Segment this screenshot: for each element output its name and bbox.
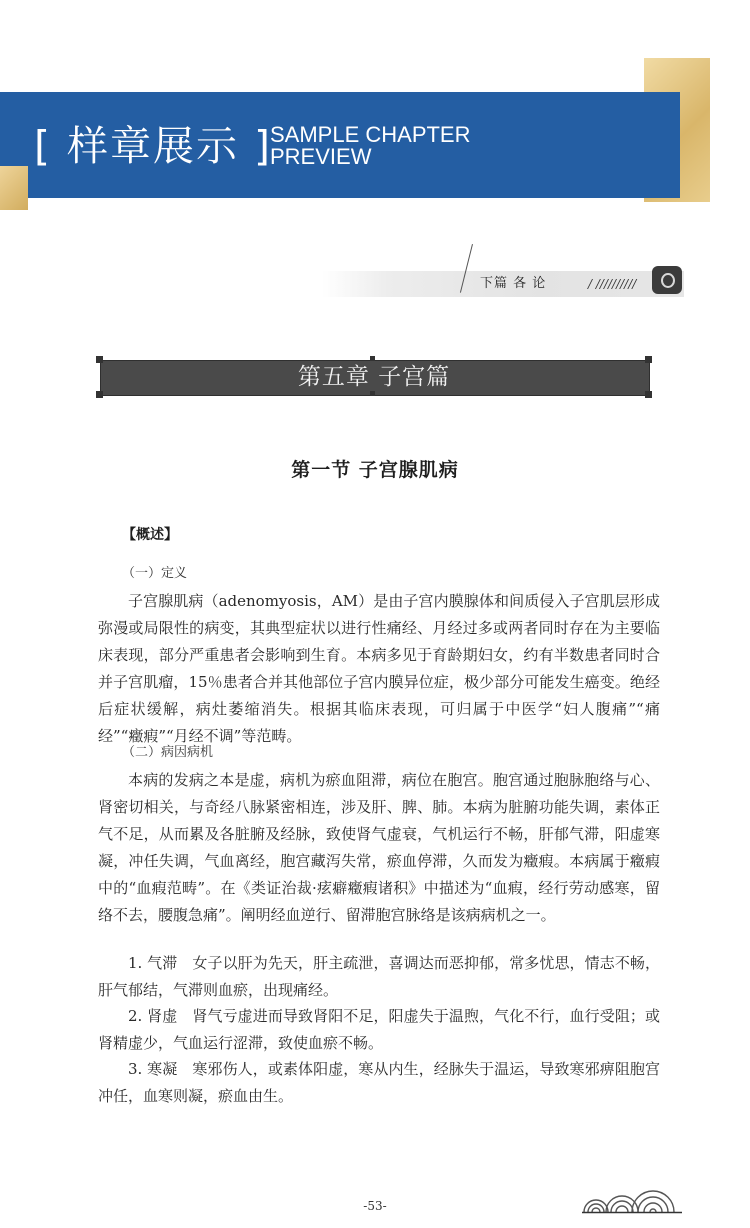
banner-title-cn: [ 样章展示 ] (34, 122, 273, 170)
overview-heading: 【概述】 (122, 527, 178, 543)
etiology-heading: （二）病因病机 (122, 745, 214, 760)
definition-heading: （一）定义 (122, 566, 188, 581)
definition-paragraph: 子宫腺肌病（adenomyosis，AM）是由子宫内膜腺体和间质侵入子宫肌层形成弥漫或局限性的病变，其典型症状以进行性痛经、月经过多或两者同时存在为主要临床表现，部分严重患者会影响到生育。本病多见于育龄期妇女，约有半数患者同时合并子宫肌瘤，15％患者合并其他部位子宫内膜异位症，极少部分可能发生癌变。绝经后症状缓解，病灶萎缩消失。根据其临床表现，可归属于中医学“妇人腹痛”“痛经”“癥瘕”“月经不调”等范畴。 (98, 592, 660, 745)
running-head-decoration: / ////////// (588, 277, 637, 291)
book-icon (652, 266, 682, 294)
footer-arcs-decoration (582, 1186, 682, 1214)
list-item-qi-stagnation: 1. 气滞 女子以肝为先天，肝主疏泄，喜调达而恶抑郁，常多忧思，情志不畅，肝气郁结，气滞则血瘀，出现痛经。 (98, 954, 660, 999)
chapter-title: 第五章 子宫篇 (297, 364, 451, 390)
gold-decoration-block (0, 166, 28, 210)
list-item-cold-coagulation: 3. 寒凝 寒邪伤人，或素体阳虚，寒从内生，经脉失于温运，导致寒邪痹阻胞宫冲任，血寒则凝，瘀血由生。 (98, 1060, 660, 1105)
page-number: -53- (363, 1199, 387, 1213)
running-head-text: 下篇 各 论 (480, 276, 547, 291)
banner-title-en: SAMPLE CHAPTER PREVIEW (270, 122, 471, 169)
section-title: 第一节 子宫腺肌病 (291, 459, 459, 481)
etiology-paragraph: 本病的发病之本是虚，病机为瘀血阻滞，病位在胞宫。胞宫通过胞脉胞络与心、肾密切相关，与奇经八脉紧密相连，涉及肝、脾、肺。本病为脏腑功能失调，素体正气不足，从而累及各脏腑及经脉，致使肾气虚衰，气机运行不畅，肝郁气滞，阳虚寒凝，冲任失调，气血离经，胞宫藏泻失常，瘀血停滞，久而发为癥瘕。本病属于癥瘕中的“血瘕范畴”。在《类证治裁·痃癖癥瘕诸积》中描述为“血瘕，经行劳动感寒，留络不去，腰腹急痛”。阐明经血逆行、留滞胞宫脉络是该病病机之一。 (98, 771, 660, 924)
list-item-kidney-deficiency: 2. 肾虚 肾气亏虚进而导致肾阳不足，阳虚失于温煦，气化不行，血行受阻；或肾精虚少，气血运行涩滞，致使血瘀不畅。 (98, 1007, 660, 1052)
